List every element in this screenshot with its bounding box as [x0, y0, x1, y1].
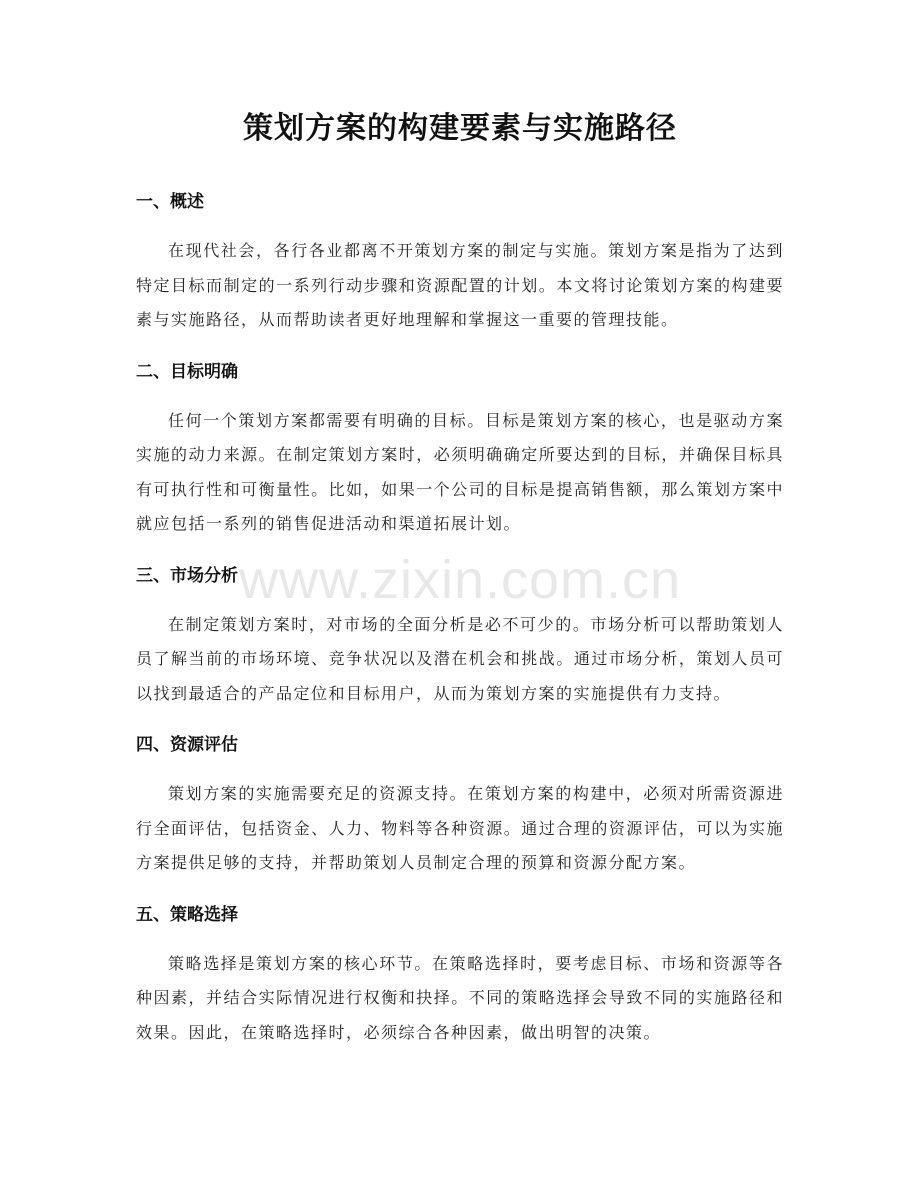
section-paragraph: 在现代社会，各行各业都离不开策划方案的制定与实施。策划方案是指为了达到特定目标而制定的一系列行动步骤和资源配置的计划。本文将讨论策划方案的构建要素与实施路径，从而帮助读者更好地理解和掌握这一重要的管理技能。 [136, 241, 784, 329]
section-clear-goals [136, 354, 784, 542]
section-market-analysis [136, 558, 784, 712]
watermark: www.zixin.com.cn [238, 550, 682, 610]
section-paragraph: 在制定策划方案时，对市场的全面分析是必不可少的。市场分析可以帮助策划人员了解当前的市场环境、竞争状况以及潜在机会和挑战。通过市场分析，策划人员可以找到最适合的产品定位和目标用户，从而为策划方案的实施提供有力支持。 [136, 614, 784, 703]
section-heading: 二、目标明确 [136, 361, 238, 382]
section-paragraph: 策划方案的实施需要充足的资源支持。在策划方案的构建中，必须对所需资源进行全面评估，包括资金、人力、物料等各种资源。通过合理的资源评估，可以为实施方案提供足够的支持，并帮助策划人员制定合理的预算和资源分配方案。 [136, 784, 784, 872]
document-title: 策划方案的构建要素与实施路径 [243, 111, 677, 146]
section-overview [136, 184, 784, 338]
section-strategy-selection [136, 897, 784, 1051]
section-paragraph: 任何一个策划方案都需要有明确的目标。目标是策划方案的核心，也是驱动方案实施的动力来源。在制定策划方案时，必须明确确定所要达到的目标，并确保目标具有可执行性和可衡量性。比如，如果一个公司的目标是提高销售额，那么策划方案中就应包括一系列的销售促进活动和渠道拓展计划。 [136, 410, 784, 533]
section-paragraph: 策略选择是策划方案的核心环节。在策略选择时，要考虑目标、市场和资源等各种因素，并结合实际情况进行权衡和抉择。不同的策略选择会导致不同的实施路径和效果。因此，在策略选择时，必须综合各种因素，做出明智的决策。 [136, 953, 784, 1042]
section-heading: 三、市场分析 [136, 565, 238, 586]
document-body [136, 184, 784, 1066]
section-heading: 五、策略选择 [136, 904, 238, 925]
section-heading: 四、资源评估 [136, 735, 238, 755]
section-resource-assessment [136, 727, 784, 881]
section-heading: 一、概述 [136, 192, 204, 212]
